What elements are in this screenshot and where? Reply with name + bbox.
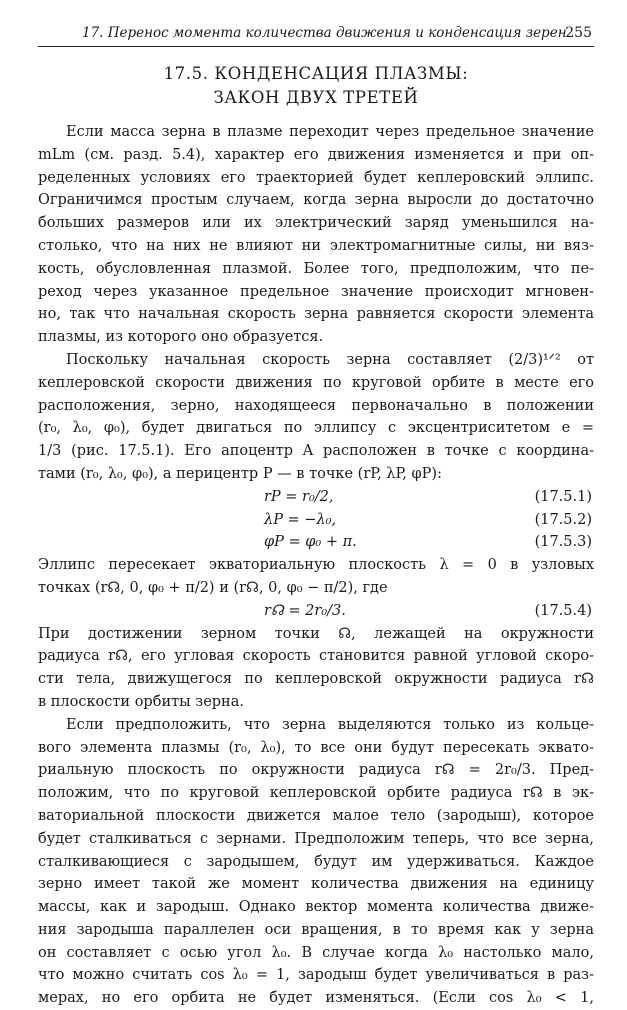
text-line: но, так что начальная скорость зерна равняется скорости элемента bbox=[38, 306, 594, 323]
text-line: положим, что по круговой кеплеровской орбите радиуса r☊ в эк- bbox=[38, 785, 594, 802]
text-line: кость, обусловленная плазмой. Более того, предположим, что пе- bbox=[38, 260, 594, 277]
text-line: Эллипс пересекает экваториальную плоскость λ = 0 в узловых bbox=[38, 557, 594, 574]
text-line: расположения, зерно, находящееся первоначально в положении bbox=[38, 397, 594, 414]
text-line: радиуса r☊, его угловая скорость становится равной угловой скоро- bbox=[38, 648, 594, 665]
text-line: ределенных условиях его траекторией будет кеплеровский эллипс. bbox=[38, 169, 594, 186]
section-title-line-2: ЗАКОН ДВУХ ТРЕТЕЙ bbox=[213, 88, 419, 107]
text-line: При достижении зерном точки ☊, лежащей на окружности bbox=[38, 625, 594, 642]
equation-row bbox=[38, 486, 594, 509]
running-title: 17. Перенос момента количества движения и конденсация зерен bbox=[82, 25, 567, 41]
text-line: мерах, но его орбита не будет изменяться. (Если cos λ₀ < 1, bbox=[38, 990, 594, 1007]
equation-formula: rP = r₀/2, bbox=[264, 488, 334, 505]
equation-row bbox=[38, 600, 594, 623]
equation-number: (17.5.3) bbox=[534, 534, 592, 551]
text-line: в плоскости орбиты зерна. bbox=[38, 693, 244, 710]
section-title-line-1: 17.5. КОНДЕНСАЦИЯ ПЛАЗМЫ: bbox=[163, 64, 469, 83]
text-line: ваториальной плоскости движется малое тело (зародыш), которое bbox=[38, 807, 594, 824]
body-text bbox=[38, 121, 594, 1010]
equation-formula: φP = φ₀ + π. bbox=[264, 534, 357, 551]
equation-formula: λP = −λ₀, bbox=[264, 511, 337, 528]
text-line: сталкивающиеся с зародышем, будут им удерживаться. Каждое bbox=[38, 853, 594, 870]
equation-number: (17.5.1) bbox=[534, 488, 592, 505]
text-line: риальную плоскость по окружности радиуса r☊ = 2r₀/3. Пред- bbox=[38, 762, 594, 779]
equation-number: (17.5.4) bbox=[534, 602, 592, 619]
text-line: столько, что на них не влияют ни электромагнитные силы, ни вяз- bbox=[38, 237, 594, 254]
text-line: больших размеров или их электрический заряд уменьшился на- bbox=[38, 215, 594, 232]
equation-row bbox=[38, 531, 594, 554]
text-line: точках (r☊, 0, φ₀ + π/2) и (r☊, 0, φ₀ − π/2), где bbox=[38, 579, 388, 596]
text-line: массы, как и зародыш. Однако вектор момента количества движе- bbox=[38, 899, 594, 916]
equation-formula: r☊ = 2r₀/3. bbox=[264, 602, 346, 619]
text-line: ния зародыша параллелен оси вращения, в то время как у зерна bbox=[38, 921, 594, 938]
equation-row bbox=[38, 509, 594, 532]
text-line: mLm (см. разд. 5.4), характер его движения изменяется и при оп- bbox=[38, 146, 594, 163]
text-line: сти тела, движущегося по кеплеровской окружности радиуса r☊ bbox=[38, 671, 594, 688]
text-line: 1/3 (рис. 17.5.1). Его апоцентр A расположен в точке с координа- bbox=[38, 443, 594, 460]
text-line: Поскольку начальная скорость зерна составляет (2/3)¹ᐟ² от bbox=[66, 351, 594, 368]
text-line: будет сталкиваться с зернами. Предположим теперь, что все зерна, bbox=[38, 830, 594, 847]
text-line: кеплеровской скорости движения по круговой орбите в месте его bbox=[38, 374, 594, 391]
text-line: он составляет с осью угол λ₀. В случае когда λ₀ настолько мало, bbox=[38, 944, 594, 961]
text-line: вого элемента плазмы (r₀, λ₀), то все они будут пересекать эквато- bbox=[38, 739, 594, 756]
page-header bbox=[38, 22, 594, 47]
text-line: реход через указанное предельное значение происходит мгновен- bbox=[38, 283, 594, 300]
section-title bbox=[38, 62, 594, 110]
text-line: (r₀, λ₀, φ₀), будет двигаться по эллипсу с эксцентриситетом e = bbox=[38, 420, 594, 437]
text-line: Ограничимся простым случаем, когда зерна выросли до достаточно bbox=[38, 192, 594, 209]
text-line: тами (r₀, λ₀, φ₀), а перицентр P — в точке (rP, λP, φP): bbox=[38, 465, 442, 482]
text-line: что можно считать cos λ₀ = 1, зародыш будет увеличиваться в раз- bbox=[38, 967, 594, 984]
text-line: зерно имеет такой же момент количества движения на единицу bbox=[38, 876, 594, 893]
text-line: плазмы, из которого оно образуется. bbox=[38, 329, 324, 346]
text-line: Если масса зерна в плазме переходит через предельное значение bbox=[66, 124, 594, 140]
text-line: Если предположить, что зерна выделяются только из кольце- bbox=[66, 716, 594, 733]
page-number: 255 bbox=[565, 25, 592, 41]
equation-number: (17.5.2) bbox=[534, 511, 592, 528]
